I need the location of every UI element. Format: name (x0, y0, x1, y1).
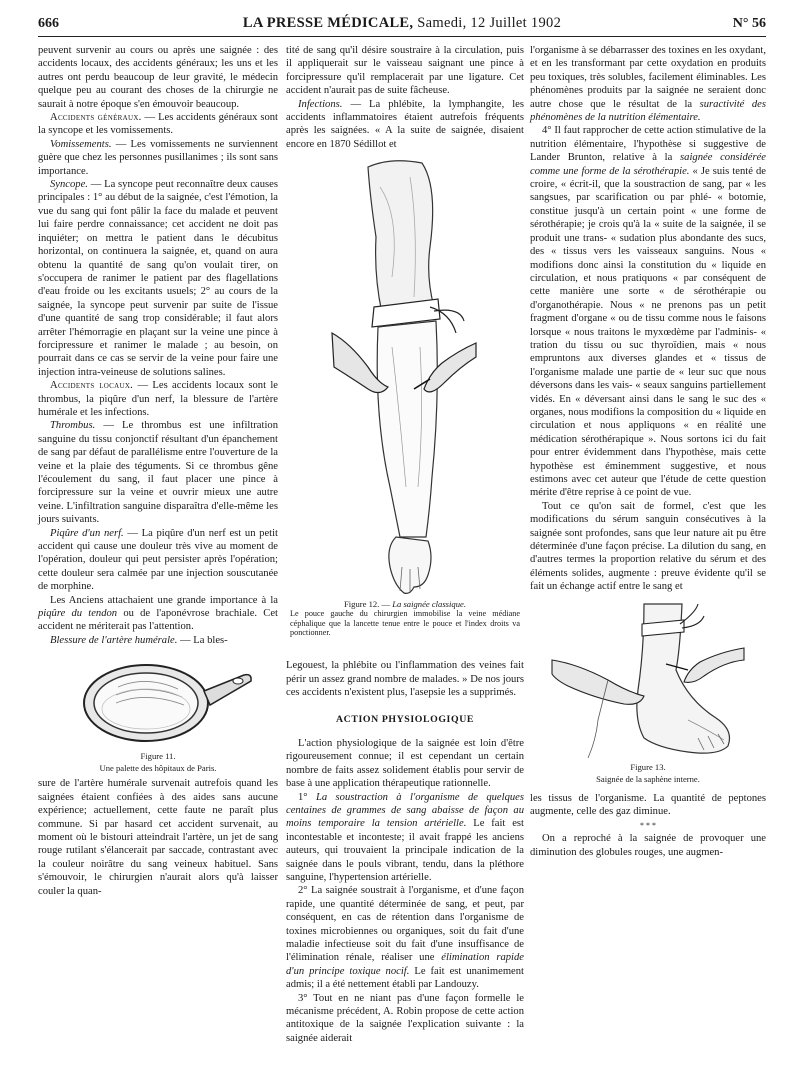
paragraph-text: 4° Il faut rapprocher de cette action stimulative de la nutrition élémentaire, l'hypothèse si suggestive de Lander Brunton, relative à la (530, 125, 766, 164)
figure-caption: Une palette des hôpitaux de Paris. (99, 763, 217, 774)
paragraph-text: « Je suis tenté de croire, « écrit-il, que la soustraction de sang, par « les sangsues, par scarification ou par phlé- « botomie, constitue jusqu'à un certain point « une forme de sérothérapie; je crois qu'à la « suite de la saignée, il se produit une trans- « sudation plus abondante des sucs, des « tissus vers les vaisseaux sanguins. Nous « modifions donc ainsi la constitution du « liquide en circulation, et nous pratiquons « par conséquent de cette manière une sorte « de sérothérapie ou d'organothérapie. Nous « ne prenons pas un petit fragment d'organe « ou de tissu comme nous le faisons lorsque « nous traitons le myxœdème par l'adminis- « tration du tissu ou suc thyroïdien, mais « nous empruntons aux diverses glandes et « tissus de l'organisme malade une partie de « leur suc que nous déversons dans les vais- « seaux sanguins partiellement vidés. En « déversant ainsi dans le sang le suc des « organes, nous modifions la composition du « liquide en circulation et nous appliquons « en réalité une médication sérothérapique ». Nous sortons ici du fait pour entrer évidemment dans l'hypothèse, mais cette hypothèse est éminemment suggestive, et nous estimons avec cet auteur que l'étude de cette question mérite d'être reprise à ce point de vue. (530, 165, 766, 499)
section-heading: Accidents généraux. (50, 112, 142, 124)
foot-bleeding-illustration (548, 600, 748, 760)
subsection-heading: Infections. (298, 98, 343, 110)
paragraph: Legouest, la phlébite ou l'inflammation des veines fait périr un assez grand nombre de malades. » De nos jours ces accidents n'existent plus, l'asepsie les a supprimés. (286, 660, 524, 699)
paragraph-text: 2° La saignée soustrait à l'organisme, et d'une façon rapide, une quantité déterminée de sang, et peut, par conséquent, en cas de rétention dans l'organisme de toxines microbiennes ou organiques, soit du fait d'une maladie infectieuse soit du fait d'une insuffisance de l'élimination rénale, réaliser une (286, 885, 524, 964)
paragraph (38, 178, 278, 379)
italic-statement: suractivité des phénomènes de la nutrition élémentaire. (530, 98, 766, 124)
paragraph-text: — La piqûre d'un nerf est un petit accident qui cause une douleur très vive au moment de l'opération, douleur qui peut persister après l'opération; cette douleur sera calmée par une injection souscutanée de morphine. (38, 527, 278, 593)
italic-statement: saignée considérée comme une forme de la sérothérapie. (530, 152, 766, 177)
paragraph: On a reproché à la saignée de provoquer une diminution des globules rouges, une augmen- (530, 833, 766, 858)
journal-title (38, 15, 766, 32)
column-2 (286, 44, 524, 1045)
paragraph (286, 884, 524, 991)
section-title: ACTION PHYSIOLOGIQUE (335, 714, 475, 726)
figure-description: Le pouce gauche du chirurgien immobilise la veine médiane céphalique que la lancette tenue entre le pouce et l'index droits va ponctionner. (290, 609, 520, 638)
paragraph-text: ou de l'aponévrose brachiale. Cet accident ne mériterait pas l'attention. (38, 608, 278, 633)
subsection-heading: Blessure de l'artère humérale. (50, 634, 178, 646)
paragraph: peuvent survenir au cours ou après une saignée : des accidents locaux, des accidents généraux; les uns et les autres ont perdu beaucoup de leur gravité, le médecin quelque peu au courant des choses de la chirurgie ne saurait à notre époque s'en émouvoir beaucoup. (38, 45, 278, 110)
journal-name: LA PRESSE MÉDICALE, (242, 15, 414, 31)
figure-11 (38, 653, 278, 773)
section-separator: * * * (640, 821, 656, 831)
paragraph (530, 124, 766, 499)
subsection-heading: Piqûre d'un nerf. (50, 527, 124, 539)
figure-caption: Saignée de la saphène interne. (596, 773, 700, 784)
paragraph (38, 379, 278, 419)
paragraph (38, 594, 278, 634)
paragraph-text: Le fait est incontestable et inconteste; il avait frappé les anciens auteurs, qui trouvaient la principale indication de la saignée dans le pouls vibrant, tendu, dans la pléthore sanguine, l'hypertension artérielle. (286, 818, 524, 883)
paragraph-text: Les Anciens attachaient une grande importance à la (50, 594, 278, 606)
figure-number: Figure 13. (630, 761, 666, 772)
paragraph-text: Le fait est unanimement admis; il a été nettement établi par Landouzy. (286, 965, 524, 991)
italic-term: piqûre du tendon (38, 608, 118, 620)
paragraph (38, 111, 278, 138)
column-3 (530, 44, 766, 859)
paragraph-text: — La syncope peut reconnaître deux causes principales : 1° au début de la saignée, c'est l'émotion, la vue du sang qui font pâlir la face du malade et peuvent lui faire perdre connaissance; cet accident ne doit pas inquiéter; on mettra le patient dans le décubitus horizontal, on continuera la saignée, et, quand on aura obtenu la quantité de sang qu'on voulait tirer, on s'occupera de ranimer le patient par des flagellations d'eau froide ou les excitants usuels; 2° au cours de la saignée, la syncope peut survenir par suite de l'issue d'une quantité de sang trop considérable; il faut alors arrêter l'hémorragie en plaçant sur la veine une pince à forcipressure et ranimer le malade ; au besoin, on pourrait dans ce cas se servir de la veine pour faire une injection intra-veineuse de solutions salines. (38, 179, 278, 378)
subsection-heading: Thrombus. (50, 420, 96, 432)
issue-date: Samedi, 12 Juillet 1902 (417, 15, 562, 31)
paragraph-text: — La bles- (177, 634, 228, 646)
figure-13 (530, 600, 766, 790)
section-heading: Accidents locaux. (50, 380, 134, 392)
paragraph: sure de l'artère humérale survenait autrefois quand les saignées étaient confiées à des aides sans aucune expérience; actuellement, cette faute ne paraît plus commune. Si par hasard cet accident survenait, au moment où le bistouri atteindrait l'artère, un jet de sang rouge rutilant s'élancerait par saccade, contrastant avec la couleur noirâtre du sang veineux habituel. Sans s'émouvoir, le chirurgien n'aurait alors qu'à laisser couler la quan- (38, 778, 278, 897)
figure-title: La saignée classique. (392, 599, 466, 610)
paragraph-text: — Le thrombus est une infiltration sanguine du tissu conjonctif résultant d'un épanchement de sang par défaut de parallélisme entre l'ouverture de la veine et la plaie des téguments. Si ce thrombus gêne l'écoulement du sang, il faut placer une pince à forcipressure sur la veine et ouvrir mieux une autre veine. L'infiltration sanguine disparaîtra d'elle-même les jours suivants. (38, 420, 278, 526)
paragraph: 3° Tout en ne niant pas d'une façon formelle le mécanisme précédent, A. Robin propose de cette action antitoxique de la saignée l'explication suivante : la saignée aiderait (286, 992, 524, 1044)
issue-number: N° 56 (732, 16, 766, 31)
paragraph-text: — Les accidents locaux sont le thrombus, la piqûre d'un nerf, la blessure de l'artère humérale et les infections. (38, 380, 279, 418)
paragraph: les tissus de l'organisme. La quantité de peptones augmente, celle des gaz diminue. (530, 792, 766, 818)
list-number: 1° (298, 791, 316, 803)
paragraph: tité de sang qu'il désire soustraire à la circulation, puis il appliquerait sur le vaisseau saignant une pince à forcipressure qu'il remplacerait par une ligature. Cet accident n'aurait pas de suite fâcheuse. (286, 45, 524, 97)
figure-number: Figure 12. — (344, 599, 393, 610)
paragraph (286, 98, 524, 152)
running-header (38, 14, 766, 37)
column-1 (38, 44, 278, 898)
subsection-heading: Vomissements. (50, 138, 112, 150)
page-number: 666 (38, 16, 59, 31)
paragraph (38, 419, 278, 526)
italic-statement: La soustraction à l'organisme de quelques centaines de grammes de sang abaisse de façon au moins temporaire la tension artérielle. (286, 791, 524, 830)
palette-illustration (58, 653, 258, 749)
figure-12 (286, 157, 524, 657)
paragraph (530, 44, 766, 124)
paragraph: L'action physiologique de la saignée est loin d'être rigoureusement connue; il est cependant un certain nombre de faits assez solidement établis pour servir de base à une application thérapeutique rationnelle. (286, 737, 524, 790)
paragraph-text: — La phlébite, la lymphangite, les accidents inflammatoires étaient autrefois fréquents après les saignées. « A la suite de saignée, disaient encore en 1870 Sédillot et (286, 98, 524, 150)
paragraph: Tout ce qu'on sait de formel, c'est que les modifications du sérum sanguin consécutives à la saignée sont profondes, sans que leur nature ait pu être déterminée d'une façon précise. La dilution du sang, en d'autres termes la proportion relative du sérum et des éléments solides, augmente : preuve évidente qu'il se fait un échange actif entre le sang et (530, 500, 766, 593)
paragraph-text: — Les accidents généraux sont la syncope et les vomissements. (38, 112, 278, 137)
italic-statement: élimination rapide d'un principe toxique nocif. (286, 952, 524, 977)
paragraph (38, 527, 278, 594)
paragraph-text: — Les vomissements ne surviennent guère que chez les personnes pusillanimes ; ils sont sans importance. (38, 138, 278, 177)
paragraph (286, 791, 524, 885)
figure-number: Figure 11. (140, 751, 176, 762)
paragraph (38, 634, 278, 647)
paragraph-text: l'organisme à se débarrasser des toxines en les oxydant, et en les transformant par cette oxydation en produits peu toxiques, très solubles, facilement éliminables. Les phénomènes produits par la saignée ne seraient donc autre chose que le résultat de la (530, 45, 766, 110)
arm-bleeding-illustration (330, 157, 480, 597)
figure-caption (286, 599, 524, 609)
paragraph (38, 138, 278, 178)
subsection-heading: Syncope. (50, 179, 88, 191)
